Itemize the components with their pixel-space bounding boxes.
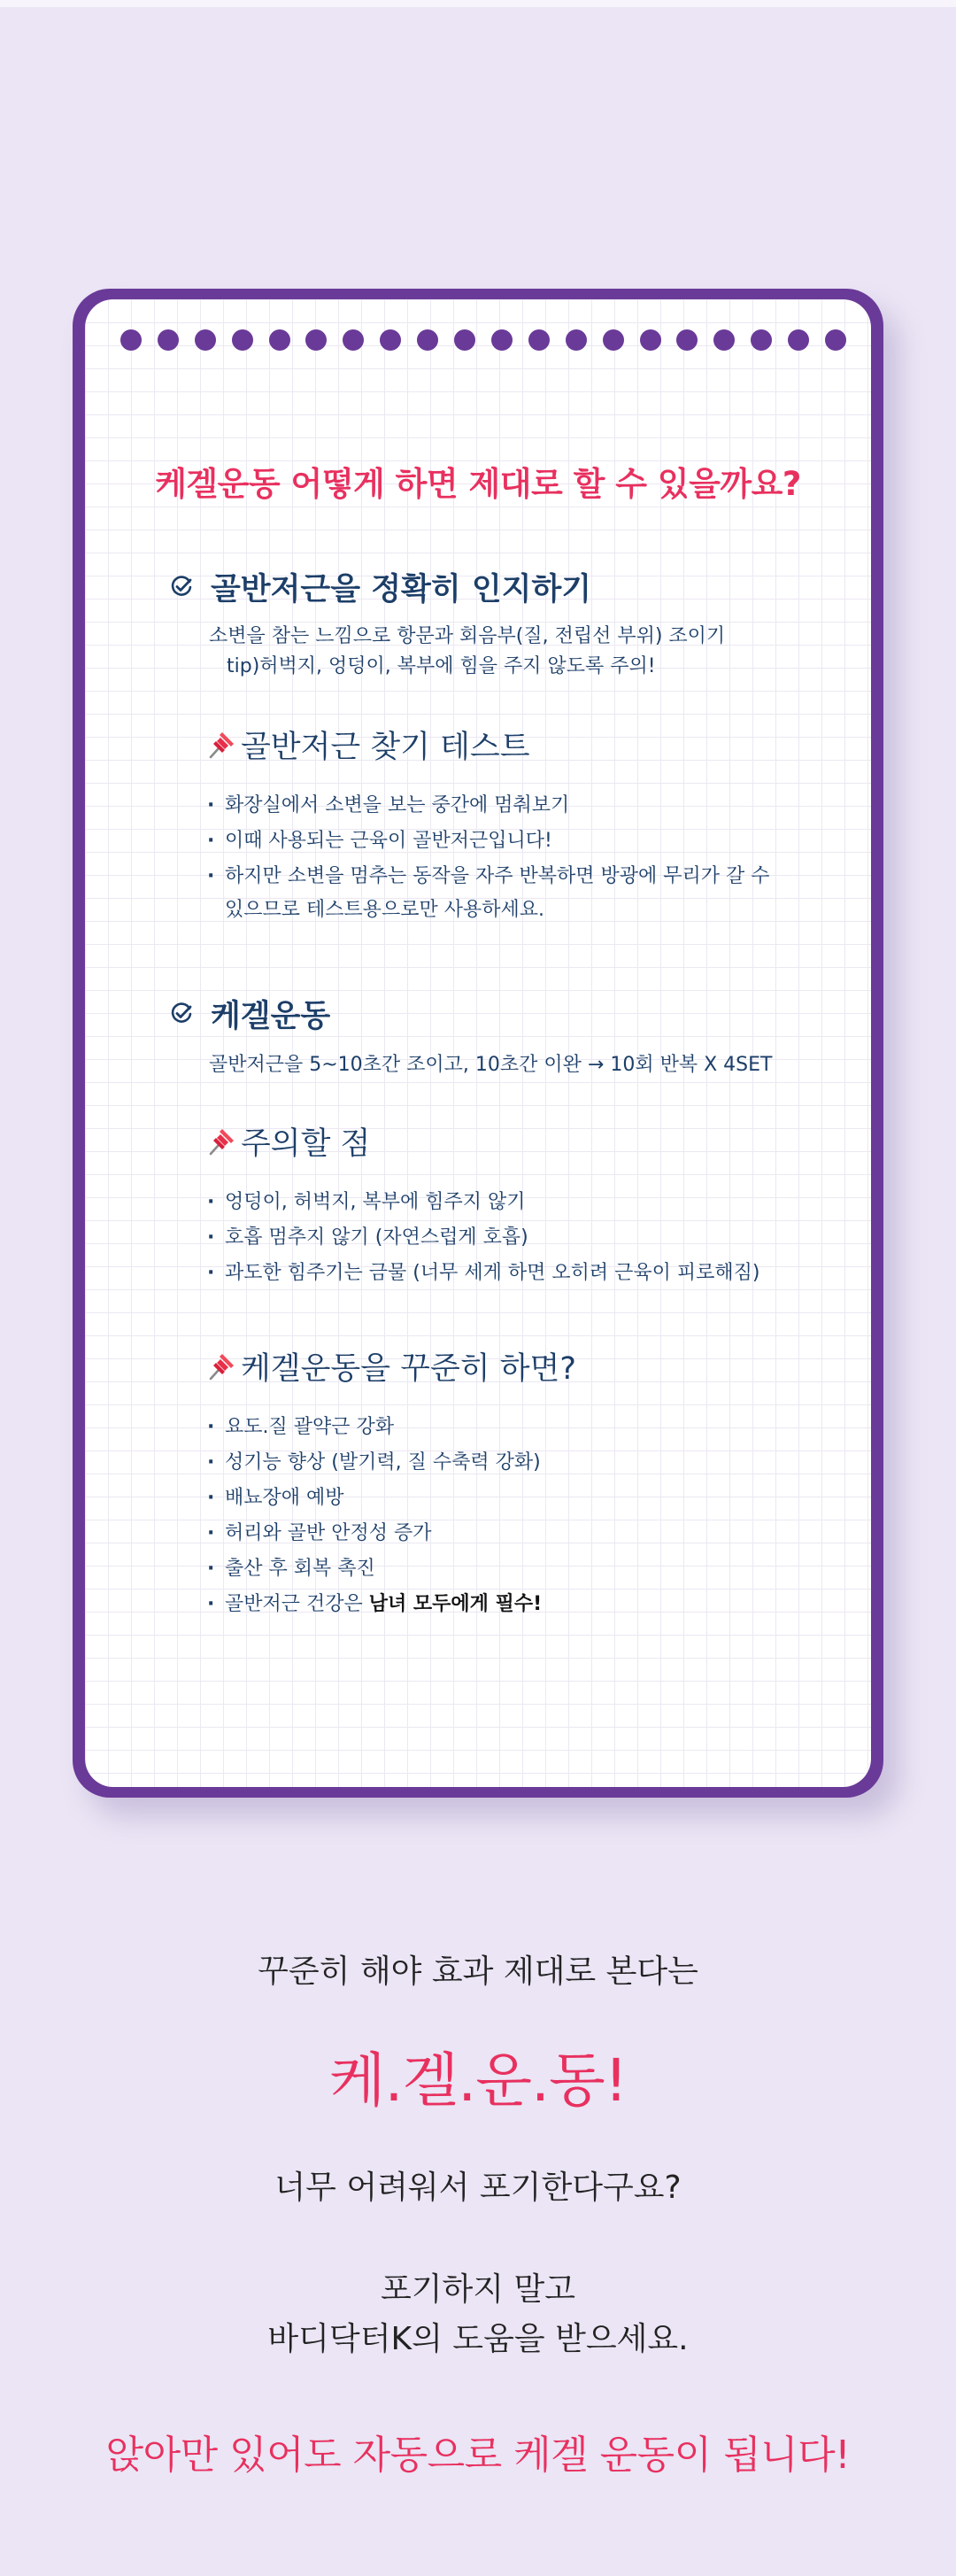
subsection-title-test	[205, 723, 530, 767]
notebook-heading: 케겔운동 어떻게 하면 제대로 할 수 있을까요?	[155, 465, 801, 503]
bottom-cta: 앉아만 있어도 자동으로 케겔 운동이 됩니다!	[105, 2433, 851, 2478]
binder-hole	[491, 329, 513, 351]
subsection-title-benefits	[205, 1344, 576, 1389]
binder-hole	[195, 329, 216, 351]
list-item: · 화장실에서 소변을 보는 중간에 멈춰보기	[207, 788, 827, 824]
binder-hole	[454, 329, 475, 351]
pushpin-icon	[205, 1350, 237, 1382]
section1-desc-line2: tip)허벅지, 엉덩이, 복부에 힘을 주지 않도록 주의!	[227, 655, 656, 677]
binder-hole	[380, 329, 401, 351]
pushpin-icon	[205, 1126, 237, 1157]
section-title-text: 골반저근을 정확히 인지하기	[211, 572, 592, 607]
binder-hole	[528, 329, 550, 351]
test-list-continuation: 있으므로 테스트용으로만 사용하세요.	[225, 899, 545, 921]
list-item	[207, 1587, 827, 1622]
bottom-line-1: 꾸준히 해야 효과 제대로 본다는	[258, 1953, 698, 1990]
binder-hole	[825, 329, 846, 351]
notebook-page	[85, 299, 871, 1787]
list-item-emphasis: 남녀 모두에게 필수!	[368, 1593, 543, 1615]
binder-hole	[640, 329, 661, 351]
binder-hole	[566, 329, 587, 351]
bottom-line-2: 너무 어려워서 포기한다구요?	[274, 2170, 682, 2206]
bottom-line-4: 바디닥터K의 도움을 받으세요.	[267, 2321, 689, 2357]
check-circle-icon	[170, 576, 193, 599]
binder-hole	[232, 329, 253, 351]
binder-hole	[751, 329, 772, 351]
top-strip	[0, 0, 956, 7]
list-item: · 하지만 소변을 멈추는 동작을 자주 반복하면 방광에 무리가 갈 수	[207, 859, 827, 894]
list-item: · 출산 후 회복 촉진	[207, 1551, 827, 1587]
list-item: · 성기능 향상 (발기력, 질 수축력 강화)	[207, 1445, 827, 1481]
binder-hole	[305, 329, 327, 351]
notebook-frame	[73, 289, 883, 1798]
caution-list	[207, 1185, 827, 1291]
list-item-prefix: 골반저근 건강은	[225, 1593, 369, 1615]
list-item: · 이때 사용되는 근육이 골반저근입니다!	[207, 824, 827, 859]
test-list	[207, 788, 827, 894]
list-item: · 과도한 힘주기는 금물 (너무 세게 하면 오히려 근육이 피로해짐)	[207, 1256, 827, 1291]
list-item: · 엉덩이, 허벅지, 복부에 힘주지 않기	[207, 1185, 827, 1220]
check-circle-icon	[170, 1002, 193, 1025]
section-title-text: 케겔운동	[211, 999, 331, 1034]
bottom-line-3-4	[0, 2265, 956, 2364]
list-item: · 호흡 멈추지 않기 (자연스럽게 호흡)	[207, 1220, 827, 1256]
subsection-title-text: 주의할 점	[241, 1126, 371, 1162]
bottom-line-3: 포기하지 말고	[380, 2271, 576, 2308]
list-item: · 배뇨장애 예방	[207, 1481, 827, 1516]
section-title-kegel	[170, 992, 330, 1036]
section2-desc: 골반저근을 5~10초간 조이고, 10초간 이완 → 10회 반복 X 4SET	[209, 1054, 773, 1076]
benefits-list	[207, 1410, 827, 1622]
section1-desc-line1: 소변을 참는 느낌으로 항문과 회음부(질, 전립선 부위) 조이기	[209, 625, 726, 647]
binder-hole	[676, 329, 698, 351]
subsection-title-text: 골반저근 찾기 테스트	[241, 730, 530, 765]
list-item: · 요도.질 괄약근 강화	[207, 1410, 827, 1445]
binder-hole	[603, 329, 624, 351]
binder-hole	[343, 329, 364, 351]
subsection-title-caution	[205, 1119, 370, 1164]
binder-hole	[120, 329, 142, 351]
bottom-highlight: 케.겔.운.동!	[328, 2046, 628, 2115]
subsection-title-text: 케겔운동을 꾸준히 하면?	[241, 1351, 576, 1387]
list-item: · 허리와 골반 안정성 증가	[207, 1516, 827, 1551]
binder-hole	[713, 329, 735, 351]
binder-hole	[269, 329, 290, 351]
binder-hole	[417, 329, 438, 351]
section-title-pelvic-floor	[170, 565, 591, 609]
binder-hole	[158, 329, 179, 351]
pushpin-icon	[205, 729, 237, 761]
binder-holes	[120, 329, 846, 351]
binder-hole	[788, 329, 809, 351]
